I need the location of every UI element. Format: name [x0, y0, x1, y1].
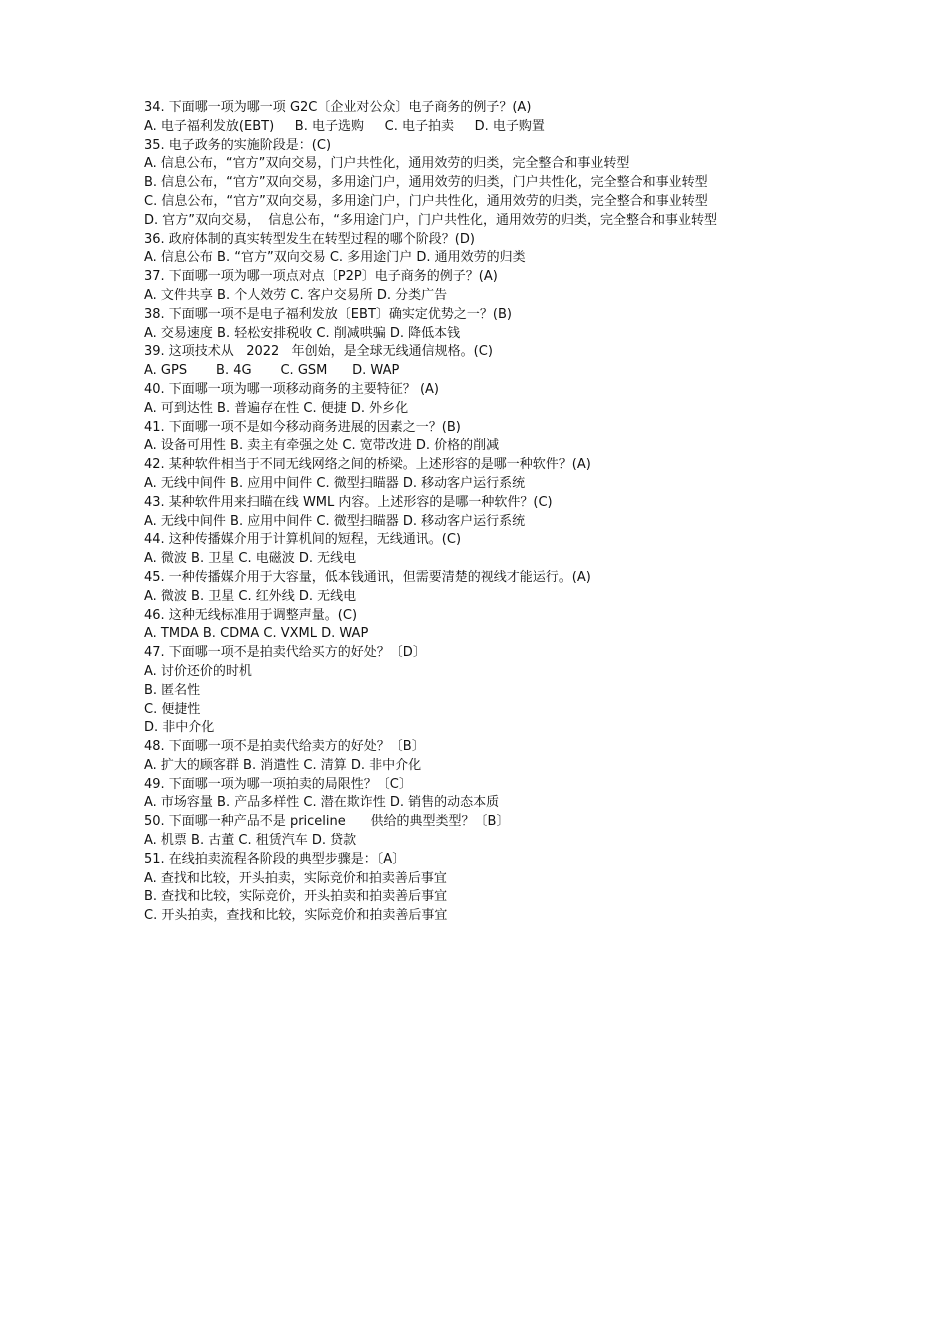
text-line: B. 查找和比较，实际竞价，开头拍卖和拍卖善后事宜 — [144, 889, 448, 905]
text-line: A. 信息公布，“官方”双向交易，门户共性化，通用效劳的归类，完全整合和事业转型 — [144, 156, 630, 172]
text-line: A. 电子福利发放(EBT) B. 电子选购 C. 电子拍卖 D. 电子购置 — [144, 118, 545, 134]
text-line: A. 可到达性 B. 普遍存在性 C. 便捷 D. 外乡化 — [144, 400, 409, 416]
text-line: D. 官方”双向交易， 信息公布，“多用途门户，门户共性化，通用效劳的归类，完全整合和事业转型 — [144, 212, 718, 228]
text-line: 43. 某种软件用来扫瞄在线 WML 内容。上述形容的是哪一种软件？(C) — [144, 494, 553, 510]
text-line: A. 市场容量 B. 产品多样性 C. 潜在欺诈性 D. 销售的动态本质 — [144, 795, 500, 811]
text-line: A. 无线中间件 B. 应用中间件 C. 微型扫瞄器 D. 移动客户运行系统 — [144, 513, 526, 529]
text-line: 44. 这种传播媒介用于计算机间的短程，无线通讯。(C) — [144, 532, 462, 548]
text-line: 51. 在线拍卖流程各阶段的典型步骤是：〔A〕 — [144, 851, 406, 867]
text-line: 49. 下面哪一项为哪一项拍卖的局限性？〔C〕 — [144, 776, 412, 792]
text-line: A. 交易速度 B. 轻松安排税收 C. 削减哄骗 D. 降低本钱 — [144, 325, 461, 341]
text-line: A. 微波 B. 卫星 C. 红外线 D. 无线电 — [144, 588, 357, 604]
text-line: C. 便捷性 — [144, 701, 201, 717]
text-line: 47. 下面哪一项不是拍卖代给买方的好处？〔D〕 — [144, 645, 426, 661]
text-line: A. 设备可用性 B. 卖主有牵强之处 C. 宽带改进 D. 价格的削减 — [144, 438, 500, 454]
text-line: A. 信息公布 B. “官方”双向交易 C. 多用途门户 D. 通用效劳的归类 — [144, 250, 526, 266]
text-line: 41. 下面哪一项不是如今移动商务进展的因素之一？(B) — [144, 419, 461, 435]
text-line: A. GPS B. 4G C. GSM D. WAP — [144, 363, 400, 379]
text-line: 39. 这项技术从 2022 年创始，是全球无线通信规格。(C) — [144, 344, 493, 360]
text-line: 46. 这种无线标准用于调整声量。(C) — [144, 607, 358, 623]
text-line: A. TMDA B. CDMA C. VXML D. WAP — [144, 626, 369, 642]
text-line: A. 讨价还价的时机 — [144, 663, 252, 679]
text-line: 38. 下面哪一项不是电子福利发放〔EBT〕确实定优势之一？(B) — [144, 306, 512, 322]
text-line: A. 查找和比较，开头拍卖，实际竞价和拍卖善后事宜 — [144, 870, 447, 886]
document-body — [144, 99, 824, 926]
text-line: A. 无线中间件 B. 应用中间件 C. 微型扫瞄器 D. 移动客户运行系统 — [144, 475, 526, 491]
text-line: B. 信息公布，“官方”双向交易，多用途门户，通用效劳的归类，门户共性化，完全整合和事业转型 — [144, 175, 708, 191]
text-line: C. 信息公布，“官方”双向交易，多用途门户，门户共性化，通用效劳的归类，完全整合和事业转型 — [144, 193, 708, 209]
text-line: 50. 下面哪一种产品不是 priceline 供给的典型类型？〔B〕 — [144, 814, 510, 830]
text-line: A. 扩大的顾客群 B. 消遣性 C. 清算 D. 非中介化 — [144, 757, 422, 773]
text-line: 42. 某种软件相当于不同无线网络之间的桥梁。上述形容的是哪一种软件？(A) — [144, 457, 591, 473]
text-line: B. 匿名性 — [144, 682, 201, 698]
text-line: 37. 下面哪一项为哪一项点对点〔P2P〕电子商务的例子？(A) — [144, 269, 498, 285]
text-line: 36. 政府体制的真实转型发生在转型过程的哪个阶段？(D) — [144, 231, 475, 247]
text-line: D. 非中介化 — [144, 720, 215, 736]
text-line: 34. 下面哪一项为哪一项 G2C〔企业对公众〕电子商务的例子？(A) — [144, 100, 532, 115]
text-line: A. 微波 B. 卫星 C. 电磁波 D. 无线电 — [144, 551, 357, 567]
text-line: A. 机票 B. 古董 C. 租赁汽车 D. 贷款 — [144, 833, 357, 849]
text-line: A. 文件共享 B. 个人效劳 C. 客户交易所 D. 分类广告 — [144, 287, 448, 303]
text-line: 40. 下面哪一项为哪一项移动商务的主要特征？ (A) — [144, 381, 439, 397]
text-line: 45. 一种传播媒介用于大容量，低本钱通讯，但需要清楚的视线才能运行。(A) — [144, 569, 591, 585]
text-line: 48. 下面哪一项不是拍卖代给卖方的好处？〔B〕 — [144, 739, 425, 755]
text-line: C. 开头拍卖，查找和比较，实际竞价和拍卖善后事宜 — [144, 908, 448, 924]
text-line: 35. 电子政务的实施阶段是：(C) — [144, 137, 332, 153]
